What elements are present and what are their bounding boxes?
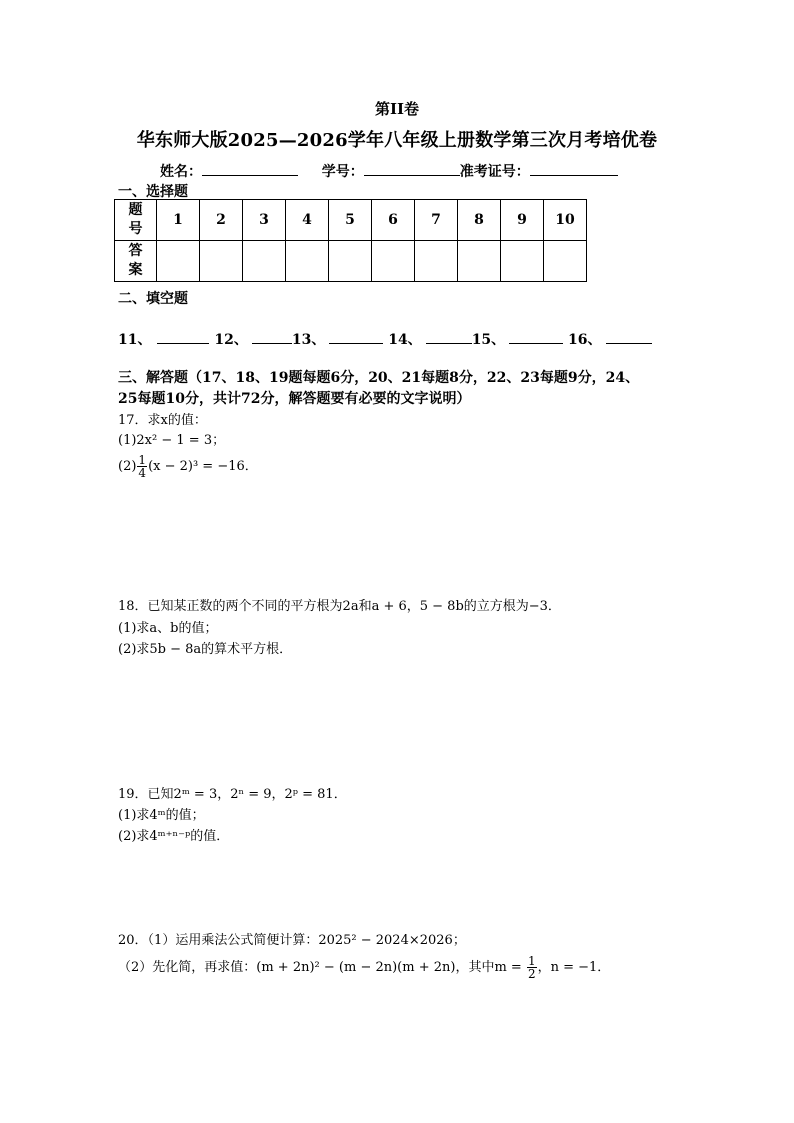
answer-cell[interactable] <box>157 241 200 282</box>
answer-cell[interactable] <box>544 241 587 282</box>
fill-blank[interactable] <box>329 330 383 344</box>
section-answer-title-line2: 25每题10分，共计72分，解答题要有必要的文字说明） <box>118 391 471 407</box>
question-number-cell: 3 <box>243 200 286 241</box>
question-17-part2: (2) $\frac{1}{4}$ (x − 2)³ = −16． <box>118 453 258 480</box>
fill-blank-line <box>118 329 652 349</box>
answer-cell[interactable] <box>243 241 286 282</box>
section-choice-title: 一、选择题 <box>118 184 188 200</box>
fill-blank[interactable] <box>252 330 292 344</box>
student-id-blank[interactable] <box>364 161 460 176</box>
question-18-stem: 18．已知某正数的两个不同的平方根为2a和a + 6，5 − 8b的立方根为−3． <box>118 599 561 614</box>
answer-cell[interactable] <box>286 241 329 282</box>
question-17-stem: 17．求x的值： <box>118 413 207 428</box>
blank-number: 11、 <box>118 332 152 348</box>
question-number-cell: 5 <box>329 200 372 241</box>
question-number-cell: 4 <box>286 200 329 241</box>
blank-number: 15、 <box>471 332 506 348</box>
section-answer-title-line1: 三、解答题（17、18、19题每题6分，20、21每题8分，22、23每题9分，24、 <box>118 370 640 386</box>
question-number-cell: 6 <box>372 200 415 241</box>
answer-cell[interactable] <box>372 241 415 282</box>
question-19-part2: (2)求4ᵐ⁺ⁿ⁻ᵖ的值． <box>118 829 230 844</box>
fraction: $\frac{1}{4}$ <box>138 453 147 480</box>
question-number-cell: 1 <box>157 200 200 241</box>
answer-cell[interactable] <box>415 241 458 282</box>
question-20-part1: 20．（1）运用乘法公式简便计算：2025² − 2024×2026； <box>118 933 466 948</box>
answer-cell[interactable] <box>329 241 372 282</box>
name-blank[interactable] <box>202 161 298 176</box>
answer-table <box>114 199 587 282</box>
answer-cell[interactable] <box>501 241 544 282</box>
table-row <box>115 200 587 241</box>
volume-label: 第II卷 <box>374 100 420 118</box>
blank-number: 13、 <box>291 332 326 348</box>
question-number-cell: 10 <box>544 200 587 241</box>
fill-blank[interactable] <box>606 330 652 344</box>
question-number-cell: 2 <box>200 200 243 241</box>
question-number-cell: 8 <box>458 200 501 241</box>
question-number-header: 题 号 <box>115 200 157 241</box>
question-18-part2: (2)求5b − 8a的算术平方根． <box>118 642 293 657</box>
question-19-part1: (1)求4ᵐ的值； <box>118 808 205 823</box>
name-label: 姓名： <box>160 164 202 180</box>
question-20-part2: （2）先化简，再求值：(m + 2n)² − (m − 2n)(m + 2n)，其中m = $\frac{1}{2}$ ，n = −1． <box>118 954 611 981</box>
exam-number-blank[interactable] <box>530 161 618 176</box>
answer-cell[interactable] <box>200 241 243 282</box>
fill-blank[interactable] <box>157 330 209 344</box>
question-number-cell: 9 <box>501 200 544 241</box>
fraction: $\frac{1}{2}$ <box>527 954 536 981</box>
question-17-part1: (1)2x² − 1 = 3； <box>118 433 226 448</box>
fill-blank[interactable] <box>509 330 563 344</box>
section-fill-title: 二、填空题 <box>118 291 188 307</box>
question-18-part1: (1)求a、b的值； <box>118 621 218 636</box>
exam-number-label: 准考证号： <box>459 164 530 180</box>
student-id-label: 学号： <box>321 164 364 180</box>
blank-number: 14、 <box>388 332 422 348</box>
answer-header: 答 案 <box>115 241 157 282</box>
question-number-cell: 7 <box>415 200 458 241</box>
blank-number: 16、 <box>568 332 602 348</box>
table-row <box>115 241 587 282</box>
student-info-line <box>160 161 618 181</box>
fill-blank[interactable] <box>426 330 472 344</box>
blank-number: 12、 <box>214 332 248 348</box>
exam-title: 华东师大版2025—2026学年八年级上册数学第三次月考培优卷 <box>136 130 658 151</box>
question-19-stem: 19．已知2ᵐ = 3，2ⁿ = 9，2ᵖ = 81． <box>118 787 347 802</box>
answer-cell[interactable] <box>458 241 501 282</box>
